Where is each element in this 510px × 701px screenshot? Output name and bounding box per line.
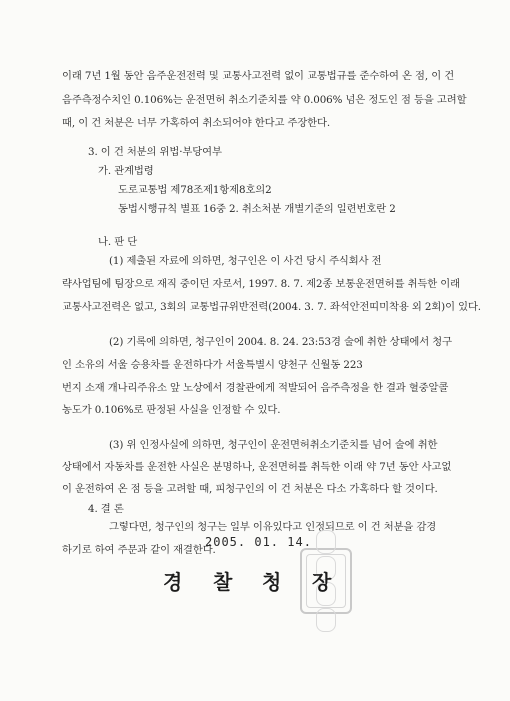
text-line: 략사업팀에 팀장으로 재직 중이던 자로서, 1997. 8. 7. 제2종 보통운전면허를 취득한 이래 [62,278,461,290]
text-line: 농도가 0.106%로 판정된 사실을 인정할 수 있다. [62,404,281,416]
law-citation: 동법시행규칙 별표 16중 2. 취소처분 개별기준의 일련번호란 2 [118,203,396,215]
section-4-heading: 4. 결 론 [88,503,124,515]
text-line: 이 운전하여 온 점 등을 고려할 때, 피청구인의 이 건 처분은 다소 가혹하다 할 것이다. [62,483,438,495]
text-line: 하기로 하여 주문과 같이 재결한다. [62,544,216,556]
text-line: 음주측정수치인 0.106%는 운전면허 취소기준치를 약 0.006% 넘은 정도인 점 등을 고려할 [62,94,467,106]
signature-char: 경 [163,570,183,594]
signature-char: 장 [312,570,332,594]
decision-date: 2005. 01. 14. [205,535,312,549]
subsection-b-heading: 나. 판 단 [98,236,138,248]
text-line: 상태에서 자동차를 운전한 사실은 분명하나, 운전면허를 취득한 이래 약 7년 동안 사고없 [62,461,452,473]
signature-char: 찰 [213,570,233,594]
text-line: 그렇다면, 청구인의 청구는 일부 이유있다고 인정되므로 이 건 처분을 감경 [109,521,437,533]
text-line: 때, 이 건 처분은 너무 가혹하여 취소되어야 한다고 주장한다. [62,117,331,129]
text-line: 이래 7년 1월 동안 음주운전전력 및 교통사고전력 없이 교통법규를 준수하여 온 점, 이 건 [62,70,455,82]
text-line: 인 소유의 서울 승용차를 운전하다가 서울특별시 양천구 신월동 223 [62,359,363,371]
section-3-heading: 3. 이 건 처분의 위법·부당여부 [88,146,222,158]
text-line: (1) 제출된 자료에 의하면, 청구인은 이 사건 당시 주식회사 전 [109,255,382,267]
text-line: (3) 위 인정사실에 의하면, 청구인이 운전면허취소기준치를 넘어 술에 취한 [109,439,438,451]
text-line: 번지 소재 개나리주유소 앞 노상에서 경찰관에게 적발되어 음주측정을 한 결과 혈중알콜 [62,382,449,394]
signature-char: 청 [262,570,282,594]
law-citation: 도로교통법 제78조제1항제8호의2 [118,184,272,196]
text-line: (2) 기록에 의하면, 청구인이 2004. 8. 24. 23:53경 술에 취한 상태에서 청구 [109,336,452,348]
subsection-a-heading: 가. 관계법령 [98,165,154,177]
text-line: 교통사고전력은 없고, 3회의 교통법규위반전력(2004. 3. 7. 좌석안전띠미착용 외 2회)이 있다. [62,301,481,313]
